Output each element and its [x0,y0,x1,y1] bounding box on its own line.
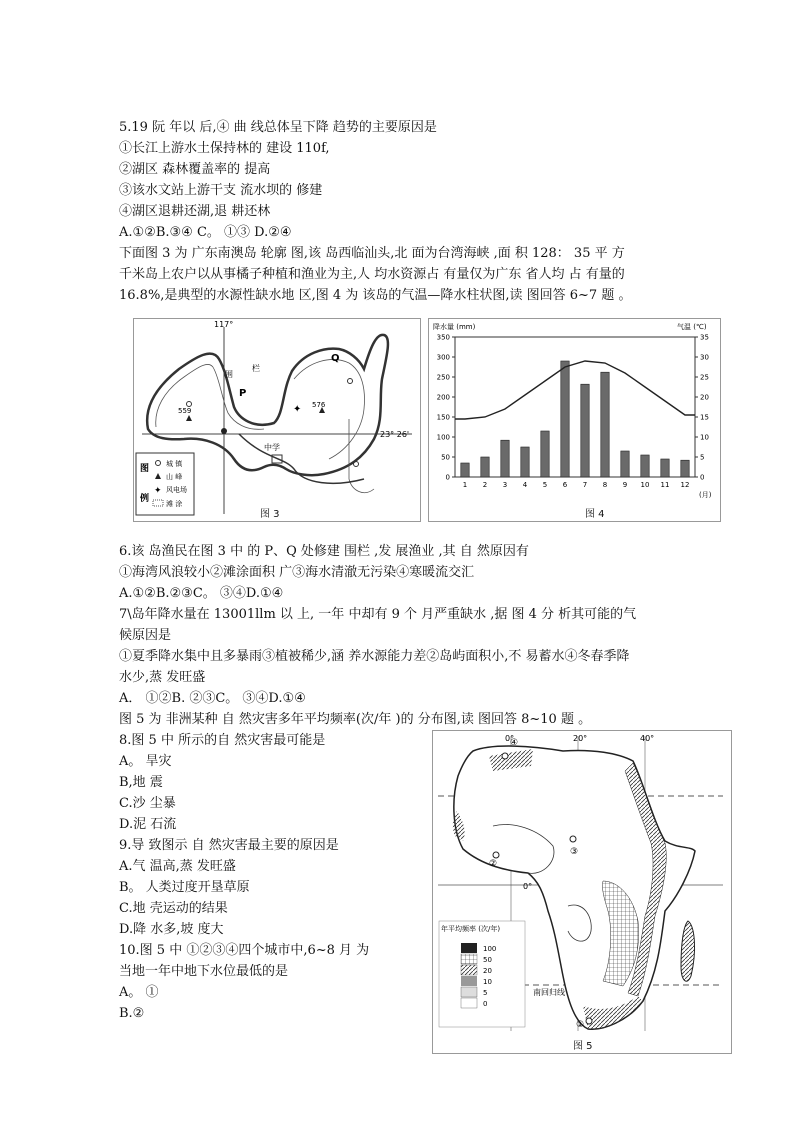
q10-option-a: A。 ① [119,985,159,1000]
q8-option-c: C.沙 尘暴 [119,796,176,811]
q6-choices: A.①②B.②③C。 ③④D.①④ [119,586,284,601]
y-tick-label: 250 [436,373,450,382]
y-tick-label: 300 [436,353,450,362]
month-label: 6 [562,481,568,489]
legend-swatch-5 [461,987,477,997]
right-axis-title: 气温 (℃) [677,323,707,331]
label-P: P [239,388,247,399]
legend-swatch-20 [461,965,477,975]
legend-20: 20 [483,967,492,975]
intro-6-7-line1: 下面图 3 为 广东南澳岛 轮廓 图,该 岛西临汕头,北 面为台湾海峡 ,面 积 128： 35 平 方 [119,246,625,261]
plot-frame [455,337,695,477]
y2-tick-label: 0 [700,473,705,482]
city-3-label: ③ [570,847,579,857]
temperature-curve [455,361,695,419]
legend-50: 50 [483,956,492,964]
y2-tick-label: 35 [700,333,709,342]
city-2-marker [493,852,499,858]
month-label: 9 [622,481,628,489]
y2-tick-label: 20 [700,393,709,402]
precip-bar [521,447,529,477]
y-tick-label: 350 [436,333,450,342]
q9-option-a: A.气 温高,蒸 发旺盛 [119,859,236,874]
q7-stem-2: 候原因是 [119,628,172,643]
town-symbol-3 [348,379,353,384]
intro-8-10: 图 5 为 非洲某种 自 然灾害多年平均频率(次/年 )的 分布图,读 图回答 8~10 题 。 [119,712,592,727]
legend-0: 0 [483,1000,488,1008]
city-1-marker [586,1018,592,1024]
city-4-label: ④ [510,738,519,748]
month-label: 1 [462,481,468,489]
precip-bar [681,460,689,477]
month-label: 5 [542,481,548,489]
y-tick-label: 150 [436,413,450,422]
legend-swatch-50 [461,954,477,964]
y-tick-label: 200 [436,393,450,402]
lat-label: 23° 26' [380,430,410,439]
q5-choices: A.①②B.③④ C。 ①③ D.②④ [119,225,292,240]
month-label: 12 [680,481,690,489]
figure-3-caption: 图 3 [260,509,280,520]
q7-choices: A． ①②B. ②③C。 ③④D.①④ [119,691,306,706]
precip-bar [601,372,609,477]
q8-stem: 8.图 5 中 所示的自 然灾害最可能是 [119,733,326,748]
q9-option-c: C.地 壳运动的结果 [119,901,228,916]
figure-5-africa-map [432,730,732,1054]
legend-swatch-100 [461,943,477,953]
q7-options-2: 水少,蒸 发旺盛 [119,670,206,685]
town-symbol [187,402,192,407]
legend-100: 100 [483,945,497,953]
month-label: 2 [482,481,488,489]
y2-tick-label: 5 [700,453,705,462]
city-4-marker [502,753,508,759]
weilan-label-2: 栏 [252,364,260,373]
q10-stem-1: 10.图 5 中 ①②③④四个城市中,6~8 月 为 [119,943,370,958]
island-map-svg [134,319,420,521]
climate-chart-svg [429,319,720,521]
peak-576: 576 [312,401,326,409]
city-1-label: ① [576,1020,585,1030]
intro-6-7-line3: 16.8%,是典型的水源性缺水地 区,图 4 为 该岛的气温—降水柱状图,读 图回答 6~7 题 。 [119,288,632,303]
y2-tick-label: 15 [700,413,709,422]
legend-title: 年平均频率 (次/年) [441,925,501,933]
lon-0: 0° [505,734,515,743]
y-tick-label: 100 [436,433,450,442]
tropic-capricorn-label: 南回归线 [533,988,565,997]
q7-stem-1: 7\岛年降水量在 13001llm 以 上, 一年 中却有 9 个 月严重缺水 ,据 图 4 分 析其可能的气 [119,607,637,622]
precip-bar [481,457,489,477]
q5-option-2: ②湖区 森林覆盖率的 提高 [119,162,271,177]
legend-swatch-10 [461,976,477,986]
island-south-coast [239,434,364,483]
legend-tidal: 滩 涂 [166,500,183,508]
peak-559: 559 [178,407,192,415]
town-symbol-4 [354,462,359,467]
lon-20: 20° [573,734,588,743]
windfarm-symbol: ✦ [293,404,302,415]
y-tick-label: 0 [445,473,450,482]
city-2-label: ② [489,859,498,869]
legend-peak: 山 峰 [166,473,183,481]
lon-label: 117° [214,320,234,329]
precip-bar [621,451,629,477]
precip-bar [561,361,569,477]
q7-options-1: ①夏季降水集中且多暴雨③植被稀少,涵 养水源能力差②岛屿面积小,不 易蓄水④冬春季降 [119,649,630,664]
q6-options: ①海湾风浪较小②滩涂面积 广③海水清澈无污染④寒暖流交汇 [119,565,475,580]
q6-stem: 6.该 岛渔民在图 3 中 的 P、Q 处修建 围栏 ,发 展渔业 ,其 自 然原因有 [119,544,529,559]
legend-town: 城 镇 [166,460,183,468]
q8-option-b: B,地 震 [119,775,163,790]
precip-bar [461,463,469,477]
peak-symbol-559 [186,415,192,421]
figure-4-climate-chart [428,318,721,522]
map-legend-box [136,453,194,515]
lon-40: 40° [640,734,655,743]
lat-0: 0° [523,882,533,891]
y-tick-label: 50 [441,453,450,462]
legend-wind: 风电场 [166,486,187,494]
month-label: 4 [522,481,528,489]
month-label: 3 [502,481,508,489]
weilan-label: 围 [225,370,233,379]
legend-5: 5 [483,989,488,997]
q5-stem: 5.19 阮 年以 后,④ 曲 线总体呈下降 趋势的主要原因是 [119,120,437,135]
q8-option-d: D.泥 石流 [119,817,177,832]
map-legend-box [439,921,525,1027]
precip-bar [641,455,649,477]
q10-stem-2: 当地一年中地下水位最低的是 [119,964,289,979]
precip-bar [661,459,669,477]
legend-10: 10 [483,978,492,986]
legend-swatch-0 [461,998,477,1008]
month-unit: (月) [699,491,712,499]
q5-option-3: ③该水文站上游干支 流水坝的 修建 [119,183,323,198]
q10-option-b: B.② [119,1006,145,1021]
q9-option-d: D.降 水多,坡 度大 [119,922,224,937]
intro-6-7-line2: 千米岛上农户以从事橘子种植和渔业为主,人 均水资源占 有量仅为广东 省人均 占 有量的 [119,267,625,282]
town-symbol-2 [221,428,227,434]
month-label: 10 [640,481,650,489]
q9-stem: 9.导 致图示 自 然灾害最主要的原因是 [119,838,339,853]
africa-map-svg [433,731,731,1053]
month-label: 8 [602,481,608,489]
figure-5-caption: 图 5 [573,1041,593,1052]
q5-option-4: ④湖区退耕还湖,退 耕还林 [119,204,271,219]
city-3-marker [570,836,576,842]
y2-tick-label: 30 [700,353,709,362]
school-label: 中学 [264,443,280,452]
month-label: 11 [660,481,670,489]
legend-title: 图 [140,464,150,474]
q9-option-b: B。 人类过度开垦草原 [119,880,250,895]
figure-3-island-map [133,318,421,522]
legend-title-2: 例 [140,494,150,504]
left-axis-title: 降水量 (mm) [433,323,476,331]
figure-4-caption: 图 4 [585,509,605,520]
y2-tick-label: 25 [700,373,709,382]
month-label: 7 [582,481,588,489]
island-road [294,360,364,459]
legend-wind-icon: ✦ [154,486,162,496]
q5-option-1: ①长江上游水土保持林的 建设 110f, [119,141,330,156]
precip-bar [501,440,509,477]
precip-bar [581,384,589,477]
precip-bar [541,431,549,477]
q8-option-a: A。 旱灾 [119,754,172,769]
label-Q: Q [331,353,340,364]
madagascar [681,921,695,981]
y2-tick-label: 10 [700,433,709,442]
